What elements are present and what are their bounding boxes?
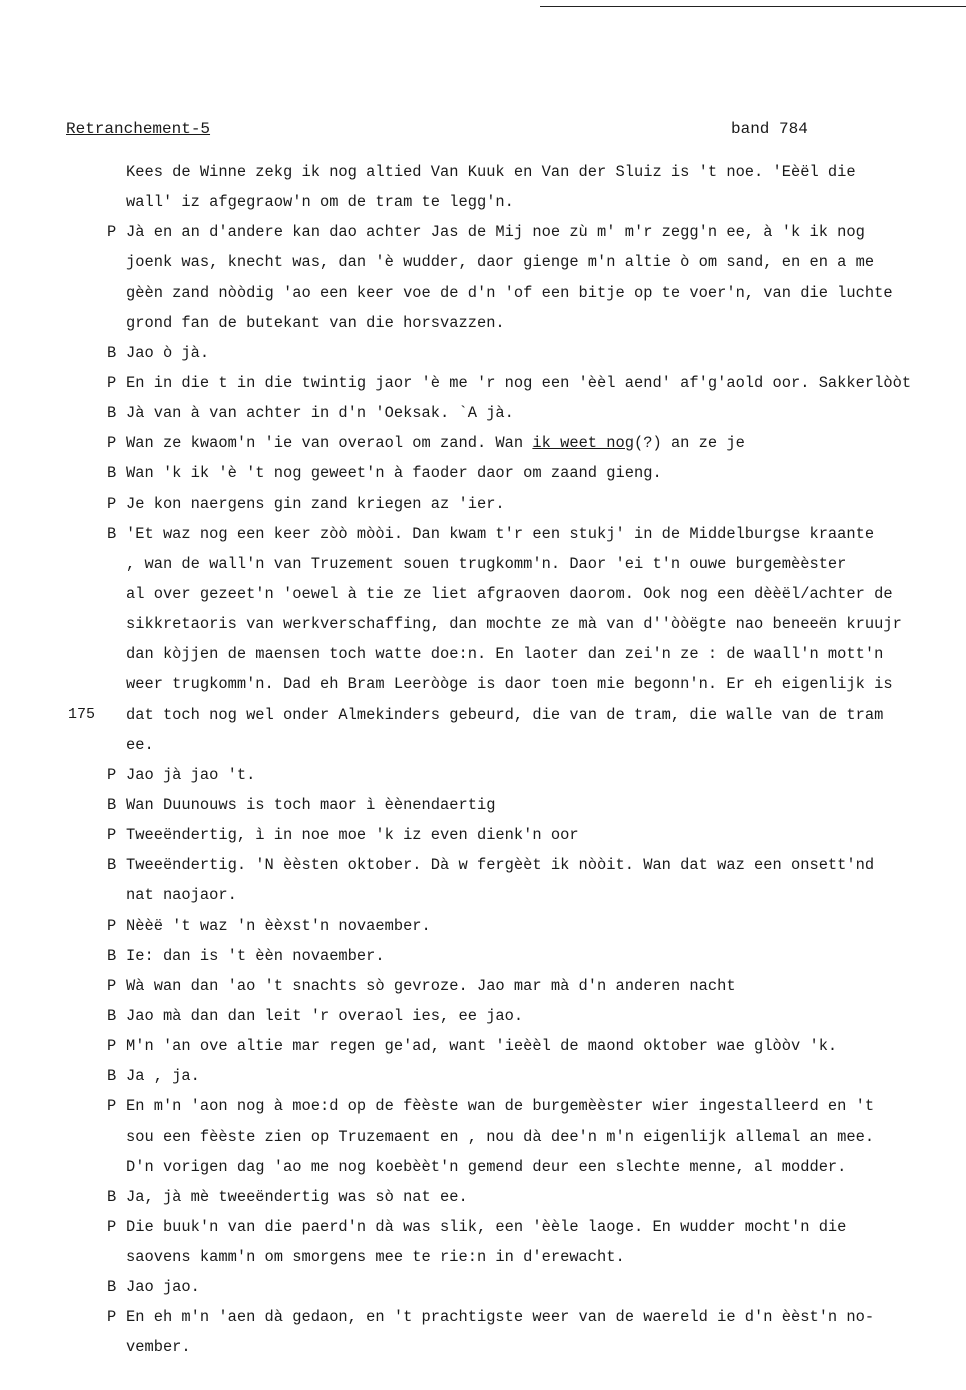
transcript-line (0, 221, 966, 251)
line-text: 'Et waz nog een keer zòò mòòi. Dan kwam t'r een stukj' in de Middelburgse kraante (126, 524, 875, 543)
line-text: Nèèë 't waz 'n èèxst'n novaember. (126, 916, 431, 935)
line-text: En m'n 'aon nog à moe:d op de fèèste wan de burgemèèster wier ingestalleerd en 't (126, 1097, 875, 1116)
line-text: Jà van à van achter in d'n 'Oeksak. `A jà. (126, 404, 514, 423)
line-text: , wan de wall'n van Truzement souen trugkomm'n. Daor 'ei t'n ouwe burgemèèster (126, 554, 847, 573)
transcript-line (0, 915, 966, 945)
line-text: sikkretaoris van werkverschaffing, dan mochte ze mà van d''òòëgte nao beneeën kruujr (126, 615, 902, 634)
line-text: sou een fèèste zien op Truzemaent en , nou dà dee'n m'n eigenlijk allemal an mee. (126, 1127, 875, 1146)
line-number: 175 (68, 705, 96, 723)
transcript-line (0, 1336, 966, 1366)
line-text: Ie: dan is 't èèn novaember. (126, 946, 385, 965)
transcript-line (0, 975, 966, 1005)
line-text: Wà wan dan 'ao 't snachts sò gevroze. Jao mar mà d'n anderen nacht (126, 976, 736, 995)
line-text: saovens kamm'n om smorgens mee te rie:n in d'erewacht. (126, 1248, 625, 1267)
transcript-line (0, 1126, 966, 1156)
transcript-line (0, 704, 966, 734)
transcript-line (0, 553, 966, 583)
speaker-label: B (107, 343, 117, 362)
speaker-label: P (107, 1308, 117, 1327)
transcript-line (0, 282, 966, 312)
speaker-label: P (107, 1217, 117, 1236)
transcript-line (0, 1156, 966, 1186)
transcript-line (0, 161, 966, 191)
speaker-label: B (107, 404, 117, 423)
line-text: ee. (126, 735, 154, 754)
line-text: Wan ze kwaom'n 'ie van overaol om zand. Wan ik weet nog(?) an ze je (126, 434, 745, 453)
speaker-label: P (107, 826, 117, 845)
transcript-line (0, 372, 966, 402)
speaker-label: P (107, 373, 117, 392)
speaker-label: P (107, 976, 117, 995)
speaker-label: B (107, 524, 117, 543)
transcript-line (0, 462, 966, 492)
line-text: Die buuk'n van die paerd'n dà was slik, een 'èèle laoge. En wudder mocht'n die (126, 1217, 847, 1236)
transcript-line (0, 402, 966, 432)
line-text: dan kòjjen de maensen toch watte doe:n. En laoter dan zei'n ze : de waall'n mott'n (126, 645, 884, 664)
line-text: joenk was, knecht was, dan 'è wudder, daor gienge m'n altie ò om sand, en en a me (126, 253, 875, 272)
underlined-text: ik weet nog (532, 434, 634, 453)
line-text: Wan Duunouws is toch maor ì èènendaertig (126, 795, 496, 814)
speaker-label: B (107, 1278, 117, 1297)
band-number: band 784 (731, 120, 808, 138)
transcript-body (0, 161, 966, 1367)
speaker-label: P (107, 223, 117, 242)
line-text: Ja , ja. (126, 1067, 200, 1086)
line-text: Jao mà dan dan leit 'r overaol ies, ee jao. (126, 1006, 524, 1025)
transcript-line (0, 1276, 966, 1306)
speaker-label: P (107, 1037, 117, 1056)
line-text: M'n 'an ove altie mar regen ge'ad, want 'ieèèl de maond oktober wae glòòv 'k. (126, 1037, 838, 1056)
transcript-line (0, 884, 966, 914)
transcript-line (0, 1306, 966, 1336)
transcript-line (0, 1065, 966, 1095)
speaker-label: B (107, 946, 117, 965)
line-text: Jao jao. (126, 1278, 200, 1297)
transcript-line (0, 432, 966, 462)
transcript-line (0, 643, 966, 673)
speaker-label: B (107, 1187, 117, 1206)
line-text: Jao jà jao 't. (126, 765, 256, 784)
speaker-label: B (107, 1067, 117, 1086)
line-text: dat toch nog wel onder Almekinders gebeurd, die van de tram, die walle van de tram (126, 705, 884, 724)
transcript-line (0, 523, 966, 553)
line-text: En eh m'n 'aen dà gedaon, en 't prachtigste weer van de waereld ie d'n èèst'n no- (126, 1308, 875, 1327)
transcript-line (0, 1035, 966, 1065)
line-text: Wan 'k ik 'è 't nog geweet'n à faoder daor om zaand gieng. (126, 464, 662, 483)
speaker-label: P (107, 765, 117, 784)
transcript-line (0, 854, 966, 884)
line-text: Kees de Winne zekg ik nog altied Van Kuuk en Van der Sluiz is 't noe. 'Eèël die (126, 163, 856, 181)
transcript-line (0, 342, 966, 372)
transcript-line (0, 312, 966, 342)
transcript-line (0, 734, 966, 764)
line-text: nat naojaor. (126, 886, 237, 905)
transcript-line (0, 673, 966, 703)
line-text: D'n vorigen dag 'ao me nog koebèèt'n gemend deur een slechte menne, al modder. (126, 1157, 847, 1176)
transcript-line (0, 493, 966, 523)
line-text: vember. (126, 1338, 191, 1357)
transcript-line (0, 613, 966, 643)
transcript-line (0, 191, 966, 221)
transcript-line (0, 1186, 966, 1216)
line-text: Tweeëndertig. 'N èèsten oktober. Dà w fergèèt ik nòòit. Wan dat waz een onsett'nd (126, 856, 875, 875)
transcript-line (0, 1246, 966, 1276)
line-text: Jà en an d'andere kan dao achter Jas de Mij noe zù m' m'r zegg'n ee, à 'k ik nog (126, 223, 865, 242)
line-text: Jao ò jà. (126, 343, 210, 362)
line-text: gèèn zand nòòdig 'ao een keer voe de d'n 'of een bitje op te voer'n, van die luchte (126, 283, 893, 302)
speaker-label: P (107, 494, 117, 513)
line-text: al over gezeet'n 'oewel à tie ze liet afgraoven daorom. Ook nog een dèèël/achter de (126, 584, 893, 603)
speaker-label: P (107, 434, 117, 453)
top-rule (540, 6, 966, 7)
line-text: Je kon naergens gin zand kriegen az 'ier. (126, 494, 505, 513)
transcript-line (0, 251, 966, 281)
transcript-line (0, 583, 966, 613)
line-text: Ja, jà mè tweeëndertig was sò nat ee. (126, 1187, 468, 1206)
speaker-label: B (107, 795, 117, 814)
speaker-label: B (107, 856, 117, 875)
transcript-line (0, 1216, 966, 1246)
line-text: grond fan de butekant van die horsvazzen. (126, 313, 505, 332)
line-text: En in die t in die twintig jaor 'è me 'r nog een 'èèl aend' af'g'aold oor. Sakkerlòòt (126, 373, 912, 392)
transcript-line (0, 1005, 966, 1035)
transcript-line (0, 764, 966, 794)
speaker-label: P (107, 916, 117, 935)
transcript-line (0, 1095, 966, 1125)
line-text: weer trugkomm'n. Dad eh Bram Leeròòge is daor toen mie begonn'n. Er eh eigenlijk is (126, 675, 893, 694)
transcript-line (0, 945, 966, 975)
transcript-line (0, 824, 966, 854)
speaker-label: B (107, 1006, 117, 1025)
speaker-label: B (107, 464, 117, 483)
line-text: wall' iz afgegraow'n om de tram te legg'n. (126, 193, 514, 212)
transcript-line (0, 794, 966, 824)
line-text: Tweeëndertig, ì in noe moe 'k iz even dienk'n oor (126, 826, 579, 845)
document-title: Retranchement-5 (66, 120, 211, 138)
speaker-label: P (107, 1097, 117, 1116)
